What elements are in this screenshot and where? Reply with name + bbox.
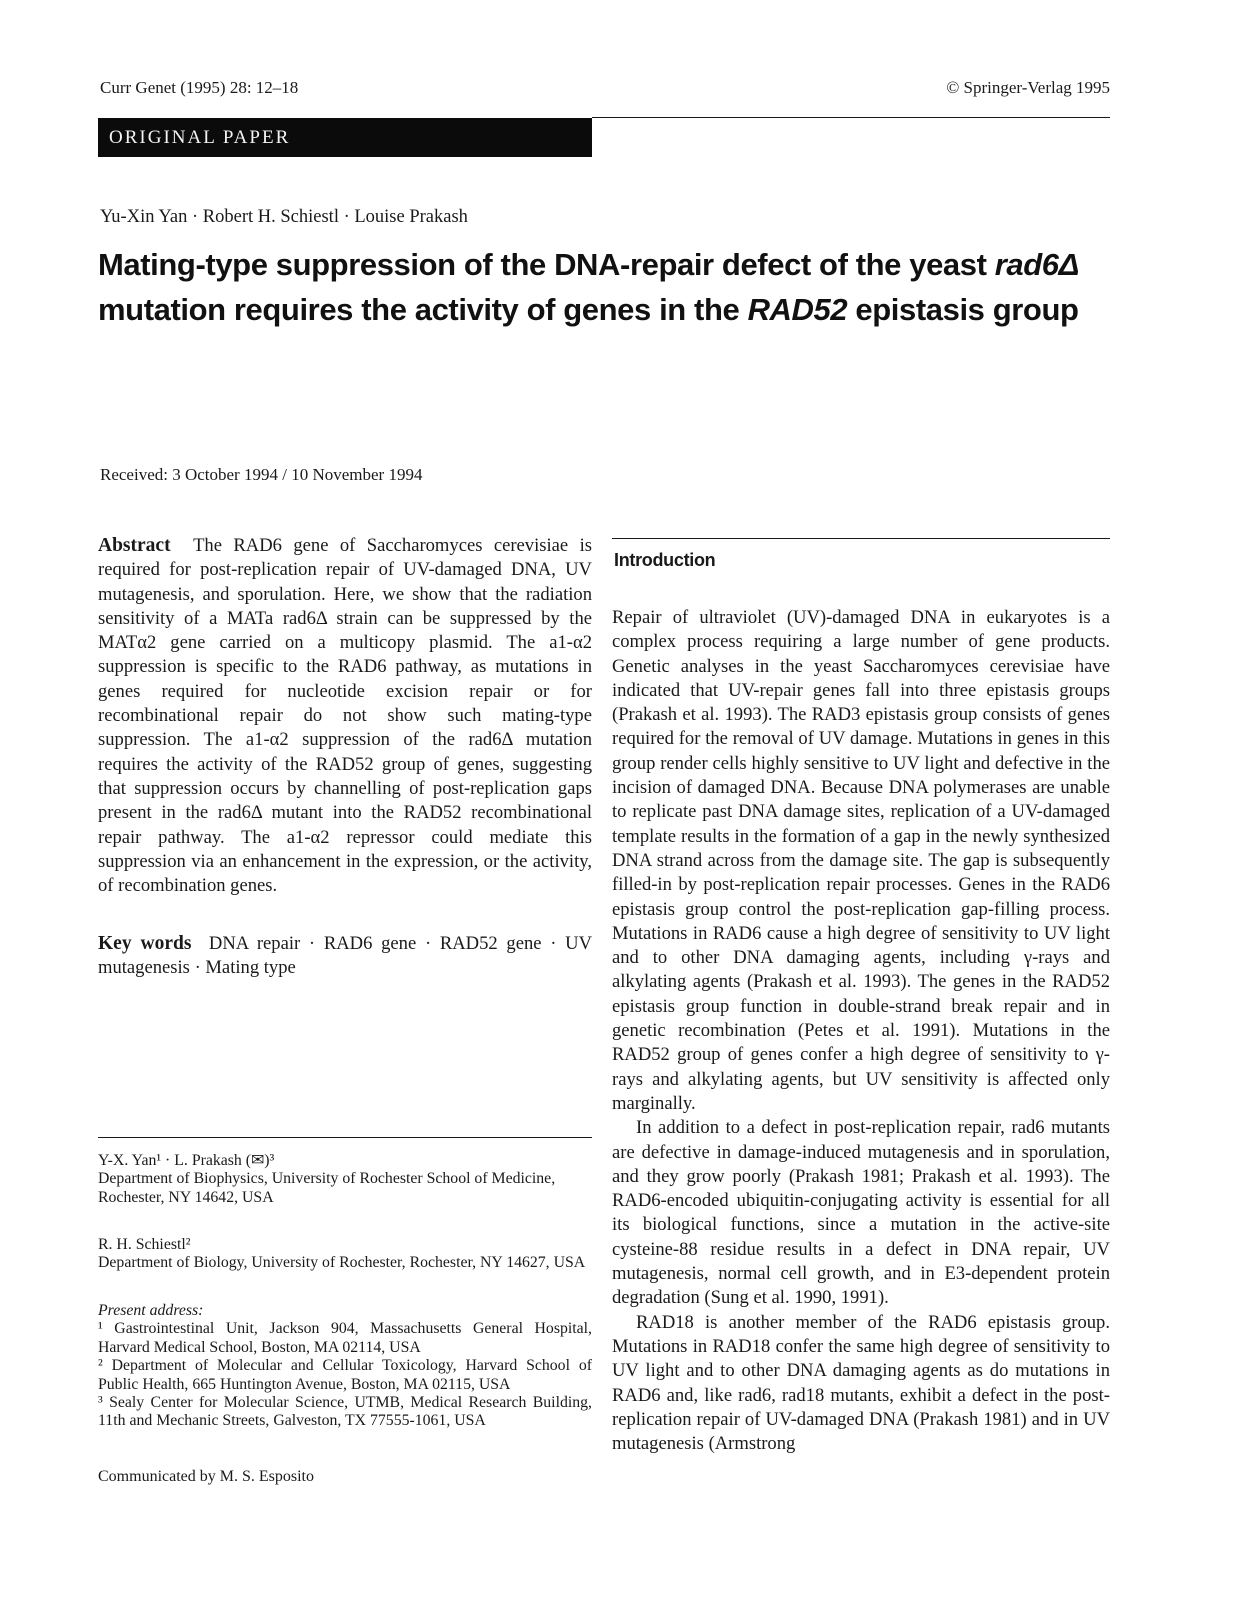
present-address-1: ¹ Gastrointestinal Unit, Jackson 904, Massachusetts General Hospital, Harvard Medical School, Boston, MA 02114, USA [98, 1320, 592, 1356]
introduction-paragraph-1: Repair of ultraviolet (UV)-damaged DNA in eukaryotes is a complex process requiring a large number of gene products. Genetic analyses in the yeast Saccharomyces cerevisiae have indicated that UV-repair genes fall into three epistasis groups (Prakash et al. 1993). The RAD3 epistasis group consists of genes required for the removal of UV damage. Mutations in genes in this group render cells highly sensitive to UV light and defective in the incision of damaged DNA. Because DNA polymerases are unable to replicate past DNA damage sites, replication of a UV-damaged template results in the formation of a gap in the newly synthesized DNA strand across from the damage site. The gap is subsequently filled-in by post-replication repair processes. Genes in the RAD6 epistasis group control the post-replication gap-filling process. Mutations in RAD6 cause a high degree of sensitivity to UV light and to other DNA damaging agents, including γ-rays and alkylating agents (Prakash et al. 1993). The genes in the RAD52 epistasis group function in double-strand break repair and in genetic recombination (Petes et al. 1991). Mutations in the RAD52 group of genes confer a high degree of sensitivity to γ-rays and alkylating agents, but UV sensitivity is affected only marginally. [612, 607, 1110, 1114]
title-line1-text: Mating-type suppression of the DNA-repair defect of the yeast [98, 247, 995, 282]
journal-citation: Curr Genet (1995) 28: 12–18 [100, 78, 299, 97]
paper-title [98, 242, 1113, 332]
publisher-copyright: © Springer-Verlag 1995 [946, 78, 1110, 97]
title-line2-suffix: epistasis group [847, 292, 1079, 327]
present-addresses [98, 1302, 592, 1431]
footnote-rule [98, 1137, 592, 1138]
keywords-block [98, 932, 592, 981]
affiliation-1-names: Y-X. Yan¹ · L. Prakash (✉)³ [98, 1152, 275, 1169]
affiliation-1 [98, 1152, 592, 1207]
affiliation-2 [98, 1236, 592, 1273]
keywords-text: DNA repair · RAD6 gene · RAD52 gene · UV mutagenesis · Mating type [98, 933, 593, 979]
introduction-rule [612, 538, 1110, 539]
title-line2-text: mutation requires the activity of genes in the [98, 292, 748, 327]
introduction-paragraph-2: In addition to a defect in post-replication repair, rad6 mutants are defective in damage-induced mutagenesis and in sporulation, and they grow poorly (Prakash 1981; Prakash et al. 1993). The RAD6-encoded ubiquitin-conjugating activity is essential for all its biological functions, since a mutation in the active-site cysteine-88 residue results in a defect in DNA repair, UV mutagenesis, normal cell growth, and in E3-dependent protein degradation (Sung et al. 1990, 1991). [612, 1117, 1110, 1309]
title-line2-italic: RAD52 [747, 292, 848, 327]
communicated-by: Communicated by M. S. Esposito [98, 1468, 314, 1485]
introduction-body [612, 606, 1110, 1456]
abstract-text: The RAD6 gene of Saccharomyces cerevisiae is required for post-replication repair of UV-damaged DNA, UV mutagenesis, and sporulation. Here, we show that the radiation sensitivity of a MATa rad6Δ strain can be suppressed by the MATα2 gene carried on a multicopy plasmid. The a1-α2 suppression is specific to the RAD6 pathway, as mutations in genes required for nucleotide excision repair or for recombinational repair do not show such mating-type suppression. The a1-α2 suppression of the rad6Δ mutation requires the activity of the RAD52 group of genes, suggesting that suppression occurs by channelling of post-replication gaps present in the rad6Δ mutant into the RAD52 recombinational repair pathway. The a1-α2 repressor could mediate this suppression via an enhancement in the expression, or the activity, of recombination genes. [98, 535, 592, 897]
title-line1-italic: rad6Δ [994, 247, 1080, 282]
author-list: Yu-Xin Yan · Robert H. Schiestl · Louise Prakash [100, 207, 468, 227]
abstract-block [98, 534, 592, 898]
received-dates: Received: 3 October 1994 / 10 November 1994 [100, 465, 423, 484]
introduction-paragraph-3: RAD18 is another member of the RAD6 epistasis group. Mutations in RAD18 confer the same high degree of sensitivity to UV light and to other DNA damaging agents as do mutations in RAD6 and, like rad6, rad18 mutants, exhibit a defect in the post-replication repair of UV-damaged DNA (Prakash 1981) and in UV mutagenesis (Armstrong [612, 1311, 1110, 1455]
keywords-label: Key words [98, 933, 192, 954]
affiliation-1-address: Department of Biophysics, University of Rochester School of Medicine, Rochester, NY 14642, USA [98, 1170, 556, 1206]
abstract-label: Abstract [98, 535, 171, 556]
affiliation-2-names: R. H. Schiestl² [98, 1236, 191, 1253]
header-rule [592, 117, 1110, 118]
present-address-2: ² Department of Molecular and Cellular Toxicology, Harvard School of Public Health, 665 Huntington Avenue, Boston, MA 02115, USA [98, 1357, 592, 1393]
introduction-heading: Introduction [614, 550, 716, 570]
affiliation-2-address: Department of Biology, University of Rochester, Rochester, NY 14627, USA [98, 1254, 586, 1272]
present-address-label: Present address: [98, 1302, 204, 1319]
present-address-3: ³ Sealy Center for Molecular Science, UTMB, Medical Research Building, 11th and Mechanic Streets, Galveston, TX 77555-1061, USA [98, 1394, 592, 1430]
section-banner: ORIGINAL PAPER [98, 118, 592, 157]
